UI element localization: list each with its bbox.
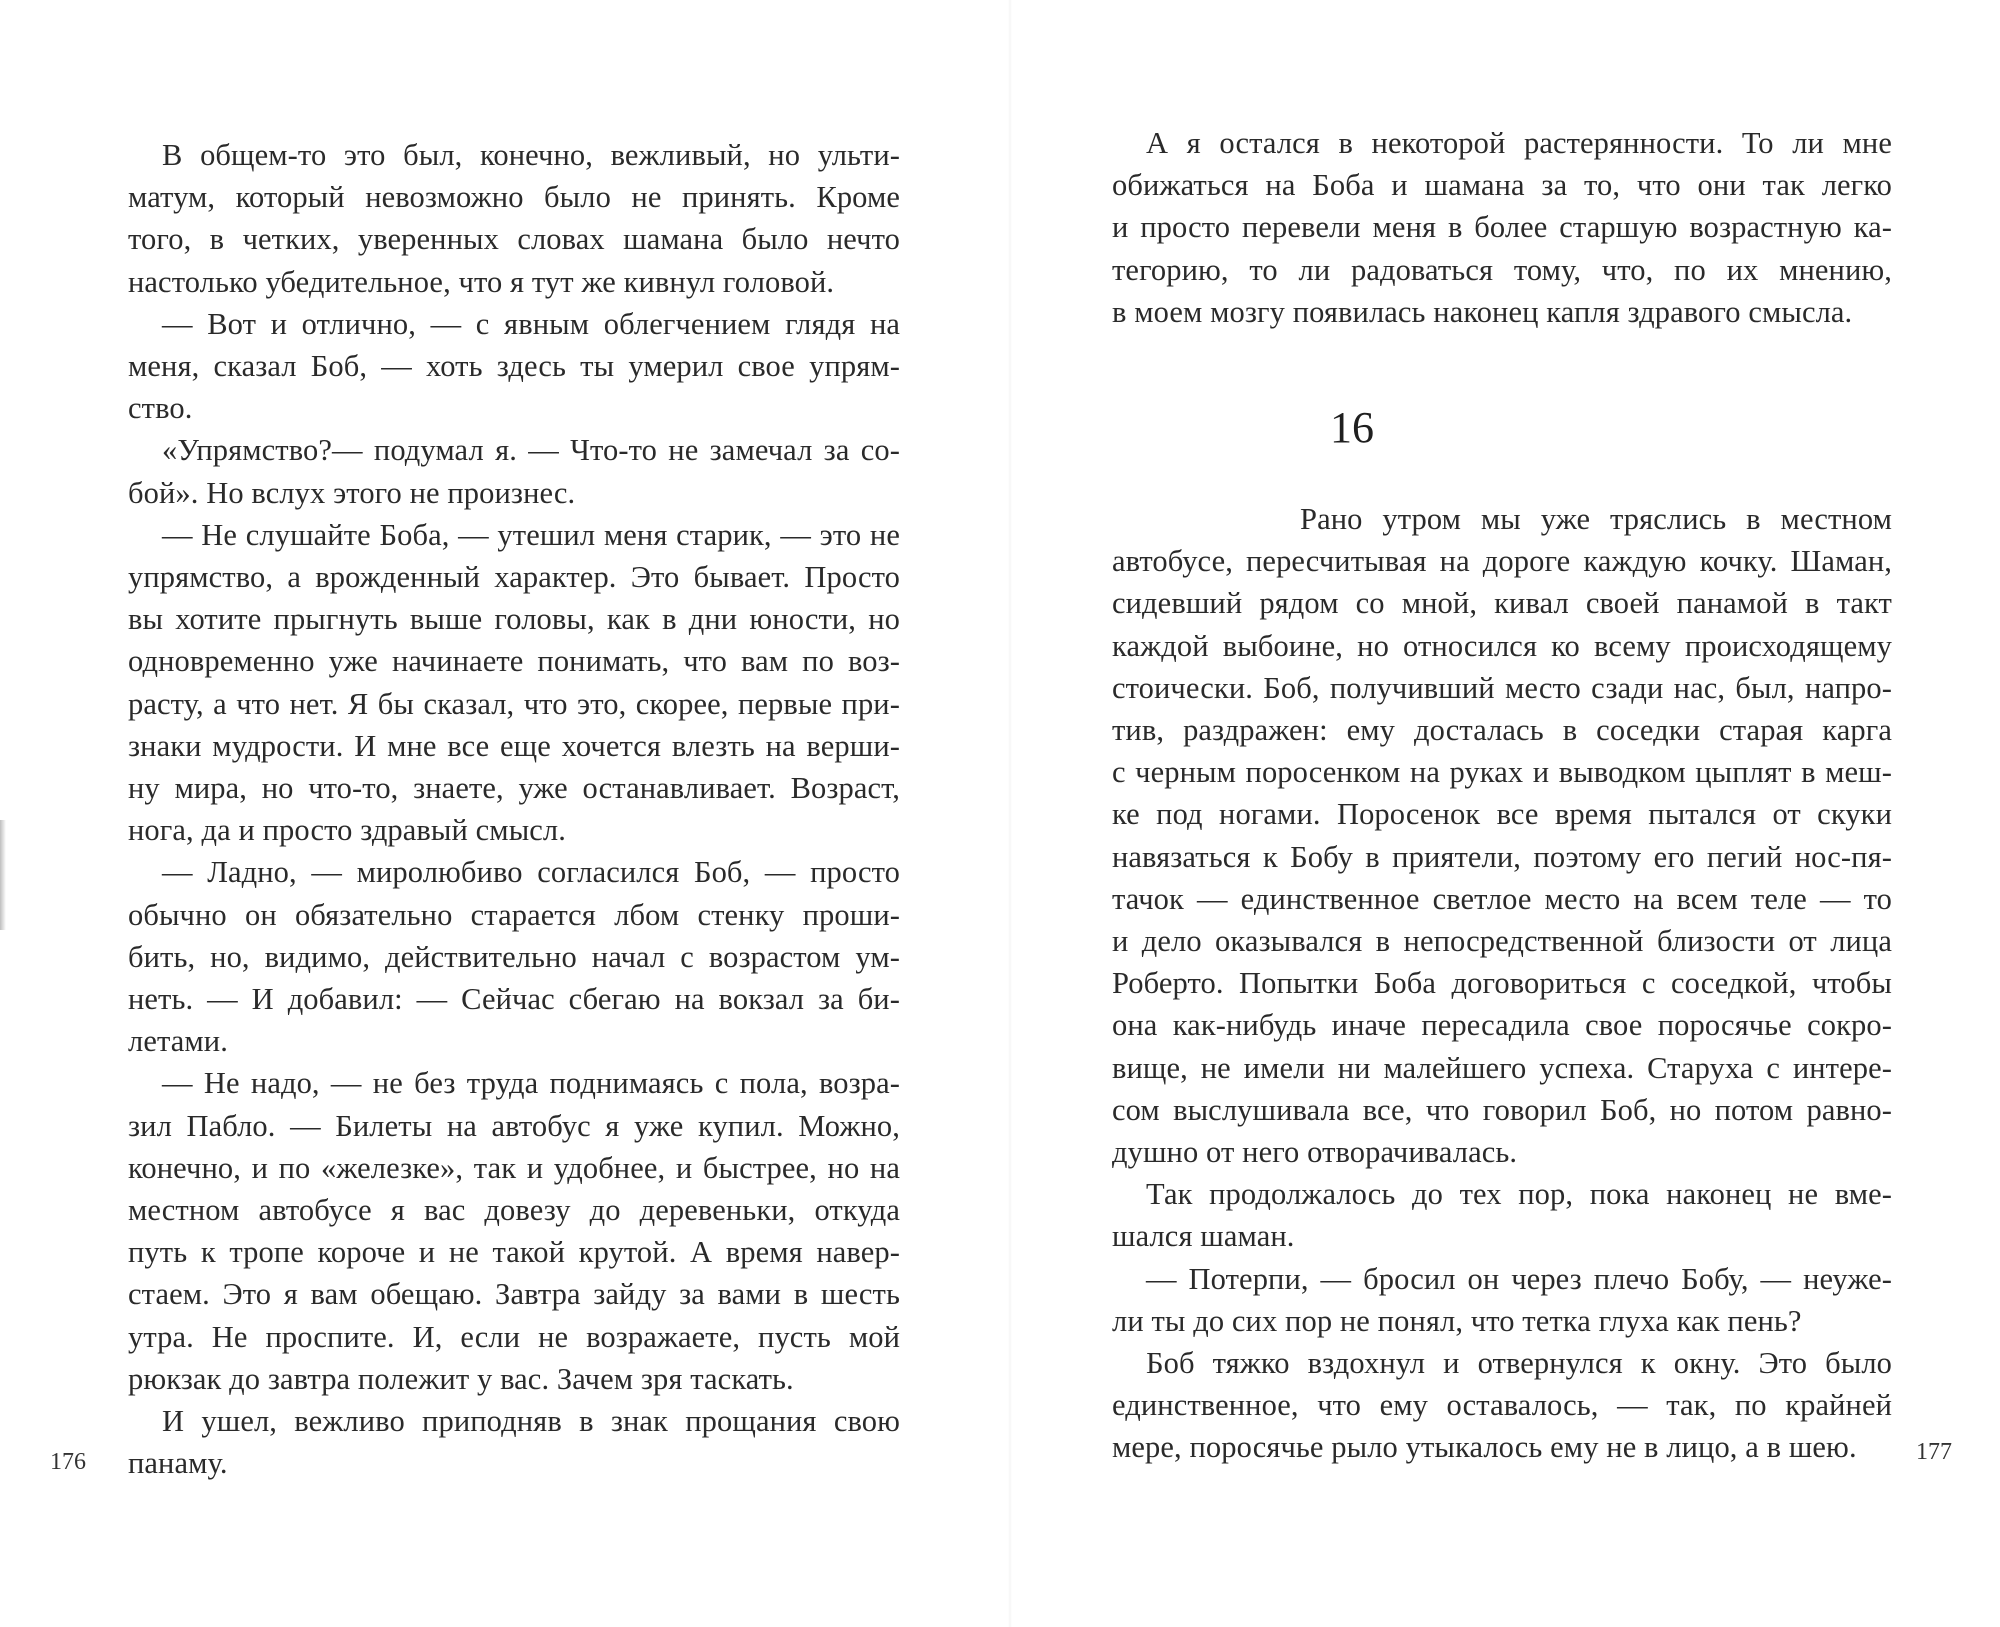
text-line: Так продолжалось до тех пор, пока наконец не вме- [1146,1177,1892,1212]
text-line: она как-нибудь иначе пересадила свое поросячье сокро- [1112,1008,1892,1043]
right-page-body-text [1112,498,1892,1469]
text-line: конечно, и по «железке», так и удобнее, и быстрее, но на [128,1150,900,1185]
text-line: и просто перевели меня в более старшую возрастную ка- [1112,210,1892,245]
text-line: ли ты до сих пор не понял, что тетка глуха как пень? [1112,1303,1802,1338]
text-line: обижаться на Боба и шамана за то, что они так легко [1112,168,1892,203]
text-line: — Ладно, — миролюбиво согласился Боб, — просто [162,855,900,890]
text-line: — Вот и отлично, — с явным облегчением глядя на [162,306,900,341]
text-line: знаки мудрости. И мне все еще хочется влезть на верши- [128,728,900,763]
text-line: душно от него отворачивалась. [1112,1135,1518,1170]
text-line: тив, раздражен: ему досталась в соседки старая карга [1112,713,1892,748]
text-line: упрямство, а врожденный характер. Это бывает. Просто [128,560,900,595]
text-line: А я остался в некоторой растерянности. То ли мне [1146,126,1892,160]
text-line: Роберто. Попытки Боба договориться с соседкой, чтобы [1112,966,1892,1001]
text-line: в моем мозгу появилась наконец капля здравого смысла. [1112,294,1853,329]
text-line: рюкзак до завтра полежит у вас. Зачем зря таскать. [128,1361,794,1396]
text-line: вище, не имели ни малейшего успеха. Старуха с интере- [1112,1050,1892,1085]
text-line: сидевший рядом со мной, кивал своей панамой в такт [1112,586,1892,621]
right-page-top-text [1112,122,1892,333]
left-page-text [128,134,900,1485]
text-line: мере, поросячье рыло утыкалось ему не в лицо, а в шею. [1112,1430,1857,1465]
text-line: единственное, что ему оставалось, — так, по крайней [1112,1388,1892,1423]
text-line: И ушел, вежливо приподняв в знак прощания свою [162,1404,900,1439]
text-line: бить, но, видимо, действительно начал с возрастом ум- [128,939,900,974]
page-number-right: 177 [1916,1439,1952,1465]
text-line: настолько убедительное, что я тут же кивнул головой. [128,264,835,299]
text-line: бой». Но вслух этого не произнес. [128,475,576,510]
page-edge-shadow [0,820,6,930]
text-line: каждой выбоине, но относился ко всему происходящему [1112,628,1892,663]
text-line: автобусе, пересчитывая на дороге каждую кочку. Шаман, [1112,544,1892,579]
text-line: зил Пабло. — Билеты на автобус я уже купил. Можно, [128,1108,900,1143]
text-line: с черным поросенком на руках и выводком цыплят в меш- [1112,755,1892,790]
text-line: сом выслушивала все, что говорил Боб, но потом равно- [1112,1092,1892,1127]
text-line: Рано утром мы уже тряслись в местном [1300,502,1892,536]
text-line: ство. [128,391,193,426]
text-line: нога, да и просто здравый смысл. [128,813,566,848]
text-line: ке под ногами. Поросенок все время пытался от скуки [1112,797,1892,832]
text-line: матум, который невозможно было не принять. Кроме [128,180,900,215]
text-line: — Не надо, — не без труда поднимаясь с пола, возра- [162,1066,900,1101]
text-line: вы хотите прыгнуть выше головы, как в дни юности, но [128,602,900,637]
text-line: — Потерпи, — бросил он через плечо Бобу, — неуже- [1146,1261,1892,1296]
book-gutter [1008,0,1012,1627]
page-number-left: 176 [50,1449,86,1475]
text-line: стоически. Боб, получивший место сзади нас, был, напро- [1112,670,1892,705]
text-line: тегорию, то ли радоваться тому, что, по их мнению, [1112,252,1892,287]
text-line: неть. — И добавил: — Сейчас сбегаю на вокзал за би- [128,982,900,1017]
text-line: тачок — единственное светлое место на всем теле — то [1112,881,1892,916]
text-line: летами. [128,1024,228,1059]
text-line: того, в четких, уверенных словах шамана было нечто [128,222,900,257]
text-line: ну мира, но что-то, знаете, уже останавливает. Возраст, [128,771,900,806]
text-line: В общем-то это был, конечно, вежливый, но ульти- [162,138,900,172]
text-line: шался шаман. [1112,1219,1295,1254]
text-line: «Упрямство?— подумал я. — Что-то не замечал за со- [162,433,900,468]
text-line: стаем. Это я вам обещаю. Завтра зайду за вами в шесть [128,1277,900,1312]
text-line: меня, сказал Боб, — хоть здесь ты умерил свое упрям- [128,349,900,384]
text-line: расту, а что нет. Я бы сказал, что это, скорее, первые при- [128,686,900,721]
text-line: — Не слушайте Боба, — утешил меня старик, — это не [162,517,900,552]
text-line: Боб тяжко вздохнул и отвернулся к окну. Это было [1146,1346,1892,1381]
text-line: путь к тропе короче и не такой крутой. А время навер- [128,1235,900,1270]
text-line: обычно он обязательно старается лбом стенку проши- [128,897,900,932]
chapter-number: 16 [1330,403,1374,452]
text-line: местном автобусе я вас довезу до деревеньки, откуда [128,1193,900,1228]
text-line: панаму. [128,1446,228,1481]
text-line: навязаться к Бобу в приятели, поэтому его пегий нос-пя- [1112,839,1892,874]
text-line: и дело оказывался в непосредственной близости от лица [1112,924,1892,959]
text-line: утра. Не проспите. И, если не возражаете, пусть мой [128,1319,900,1354]
text-line: одновременно уже начинаете понимать, что вам по воз- [128,644,900,679]
